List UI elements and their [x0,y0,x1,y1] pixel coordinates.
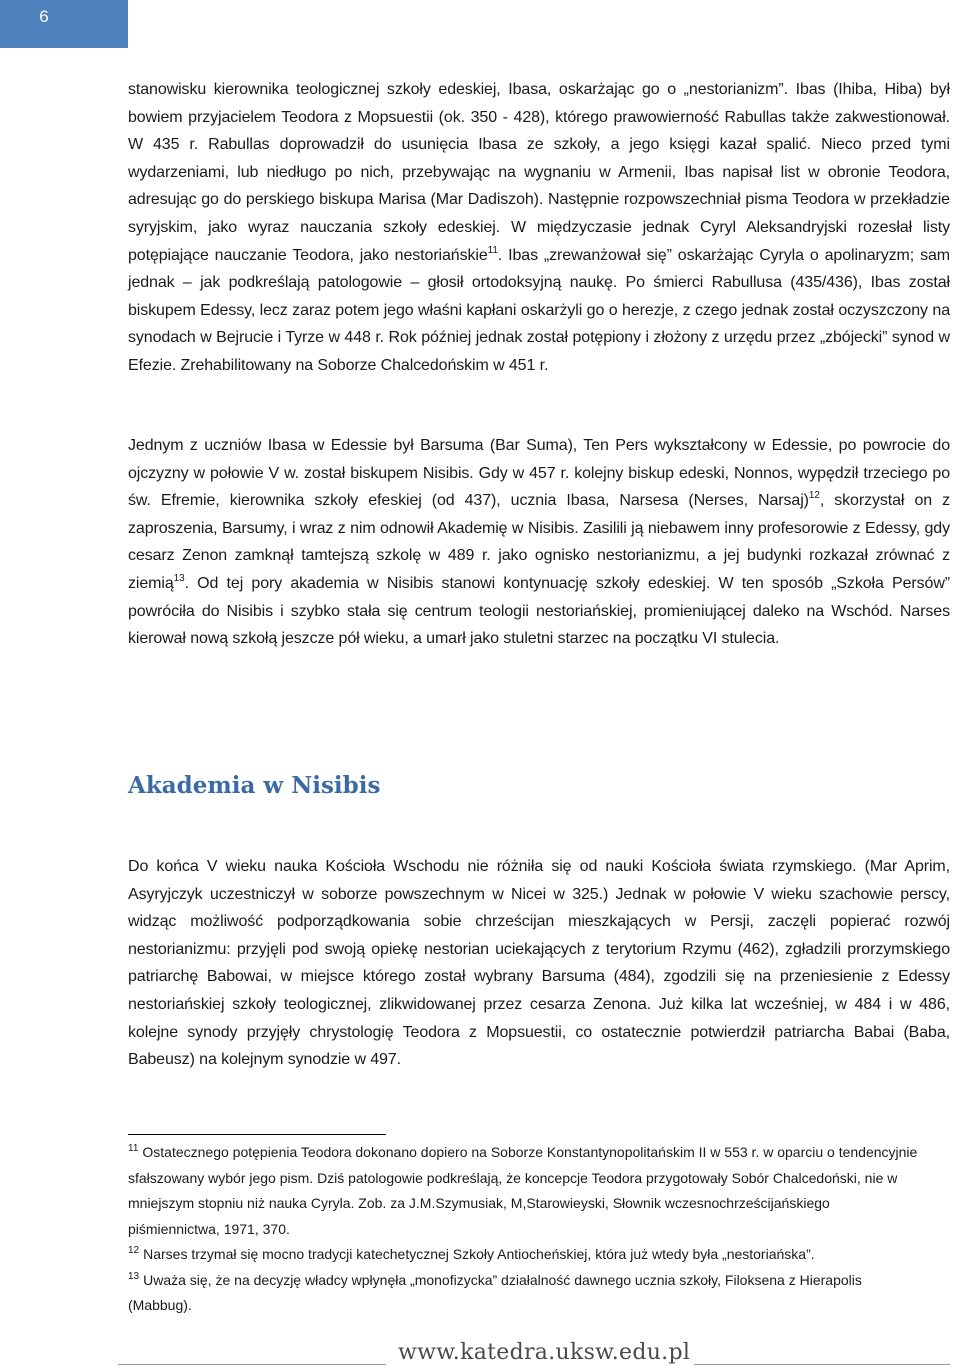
paragraph-3 [128,853,950,1074]
footnotes [128,1140,918,1319]
page-number-badge [0,0,128,48]
footnote-11-text: Ostatecznego potępienia Teodora dokonano dopiero na Soborze Konstantynopolitańskim II w 553 r. w oparciu o tendencyjnie sfałszowany wybór jego pism. Dziś patologowie podkreślają, że koncepcje Teodora przygotowały Sobór Chalcedoński, nie w mniejszym stopniu niż nauka Cyryla. Zob. za J.M.Szymusiak, M,Starowieyski, Słownik wczesnochrześcijańskiego piśmiennictwa, 1971, 370. [128,1144,918,1237]
paragraph-2 [128,432,950,653]
footnote-13-text: Uważa się, że na decyzję władcy wpłynęła „monofizycka” działalność dawnego ucznia szkoły, Filoksena z Hierapolis (Mabbug). [128,1271,862,1313]
footnote-12-number: 12 [128,1245,140,1256]
paragraph-2-part-a: Jednym z uczniów Ibasa w Edessie był Barsuma (Bar Suma), Ten Pers wykształcony w Edessie, po powrocie do ojczyzny w połowie V w. został biskupem Nisibis. Gdy w 457 r. kolejny biskup edeski, Nonnos, wypędził trzeciego po św. Efremie, kierownika szkoły efeskiej (od 437), ucznia Ibasa, Narsesa (Nerses, Narsaj) [128,437,950,510]
footnote-12 [128,1242,918,1268]
paragraph-3-text: Do końca V wieku nauka Kościoła Wschodu nie różniła się od nauki Kościoła świata rzymskiego. (Mar Aprim, Asyryjczyk uczestniczył w soborze powszechnym w Nicei w 325.) Jednak w połowie V wieku szachowie perscy, widząc możliwość podporządkowania sobie chrześcijan mieszkających w Persji, zaczęli popierać rozwój nestorianizmu: przyjęli pod swoją opiekę nestorian uciekających z terytorium Rzymu (462), zgładzili prorzymskiego patriarchę Babowai, w miejsce którego został wybrany Barsuma (484), zgodzili się na przeniesienie z Edessy nestoriańskiej szkoły teologicznej, zlikwidowanej przez cesarza Zenona. Już kilka lat wcześniej, w 484 i w 486, kolejne synody przyjęły chrystologię Teodora z Mopsuestii, co ostatecznie potwierdził patriarcha Babai (Baba, Babeusz) na kolejnym synodzie w 497. [128,858,950,1069]
section-heading: Akademia w Nisibis [128,772,381,799]
paragraph-1-part-b: Nieco przed tymi wydarzeniami, lub niedługo po nich, przebywając na wygnaniu w Armenii, Ibas napisał list w obronie Teodora, adresując go do perskiego biskupa Marisa (Mar Dadiszoh). Następnie rozpowszechniał pisma Teodora w przekładzie syryjskim, jako wyraz nauczania szkoły edeskiej. W międzyczasie jednak Cyryl Aleksandryjski rozesłał listy potępiające nauczanie Teodora, jako nestoriańskie [128,136,950,264]
footnote-13-number: 13 [128,1270,140,1282]
footer-line-left [118,1364,386,1365]
footnote-12-text: Narses trzymał się mocno tradycji katechetycznej Szkoły Antiocheńskiej, która już wtedy była „nestoriańska”. [143,1246,815,1262]
footer-line-right [694,1364,950,1365]
paragraph-2-part-b: , skorzystał on z zaproszenia, Barsumy, i wraz z nim odnowił Akademię w Nisibis. Zasilili ją niebawem inny profesorowie z Edessy, gdy cesarz Zenon zamknął tamtejszą szkolę w 489 r. jako ognisko nestorianizmu, a jej budynki rozkazał zrównać z ziemią [128,492,950,592]
paragraph-1-part-c: . Ibas „zrewanżował się” oskarżając Cyryla o apolinaryzm; sam jednak – jak podkreślają patologowie – głosił ortodoksyjną naukę. Po śmierci Rabullusa (435/436), Ibas został biskupem Edessy, lecz zaraz potem jego właśni kapłani oskarżyli go o herezje, z czego jednak został oczyszczony na synodach w Bejrucie i Tyrze w 448 r. Rok później jednak został potępiony i złożony z urzędu przez „zbójecki” synod w Efezie. Zrehabilitowany na Soborze Chalcedońskim w 451 r. [128,246,950,374]
paragraph-1-part-a: stanowisku kierownika teologicznej szkoły edeskiej, Ibasa, oskarżając go o „nestorianizm”. Ibas (Ihiba, Hiba) był bowiem przyjacielem Teodora z Mopsuestii (ok. 350 - 428), którego prawowierność Rabullas także zakwestionował. W 435 r. Rabullas doprowadził do usunięcia Ibasa ze szkoły, a jego księgi kazał spalić. [128,81,950,154]
footnote-ref-11[interactable]: 11 [487,244,498,256]
footnote-divider [128,1134,386,1135]
paragraph-2-part-c: . Od tej pory akademia w Nisibis stanowi kontynuację szkoły edeskiej. W ten sposób „Szkoła Persów” powróciła do Nisibis i szybko stała się centrum teologii nestoriańskiej, promieniującej daleko na Wschód. Narses kierował nową szkołą jeszcze pół wieku, a umarł jako stuletni starzec na początku VI stulecia. [128,574,950,648]
footnote-11-number: 11 [128,1143,139,1154]
footnote-ref-12[interactable]: 12 [808,490,820,502]
footnote-13 [128,1268,918,1319]
footnote-11 [128,1140,918,1242]
footer-url[interactable]: www.katedra.uksw.edu.pl [398,1340,691,1365]
footnote-ref-13[interactable]: 13 [173,572,185,584]
page-number: 6 [39,7,49,26]
paragraph-1 [128,76,950,380]
